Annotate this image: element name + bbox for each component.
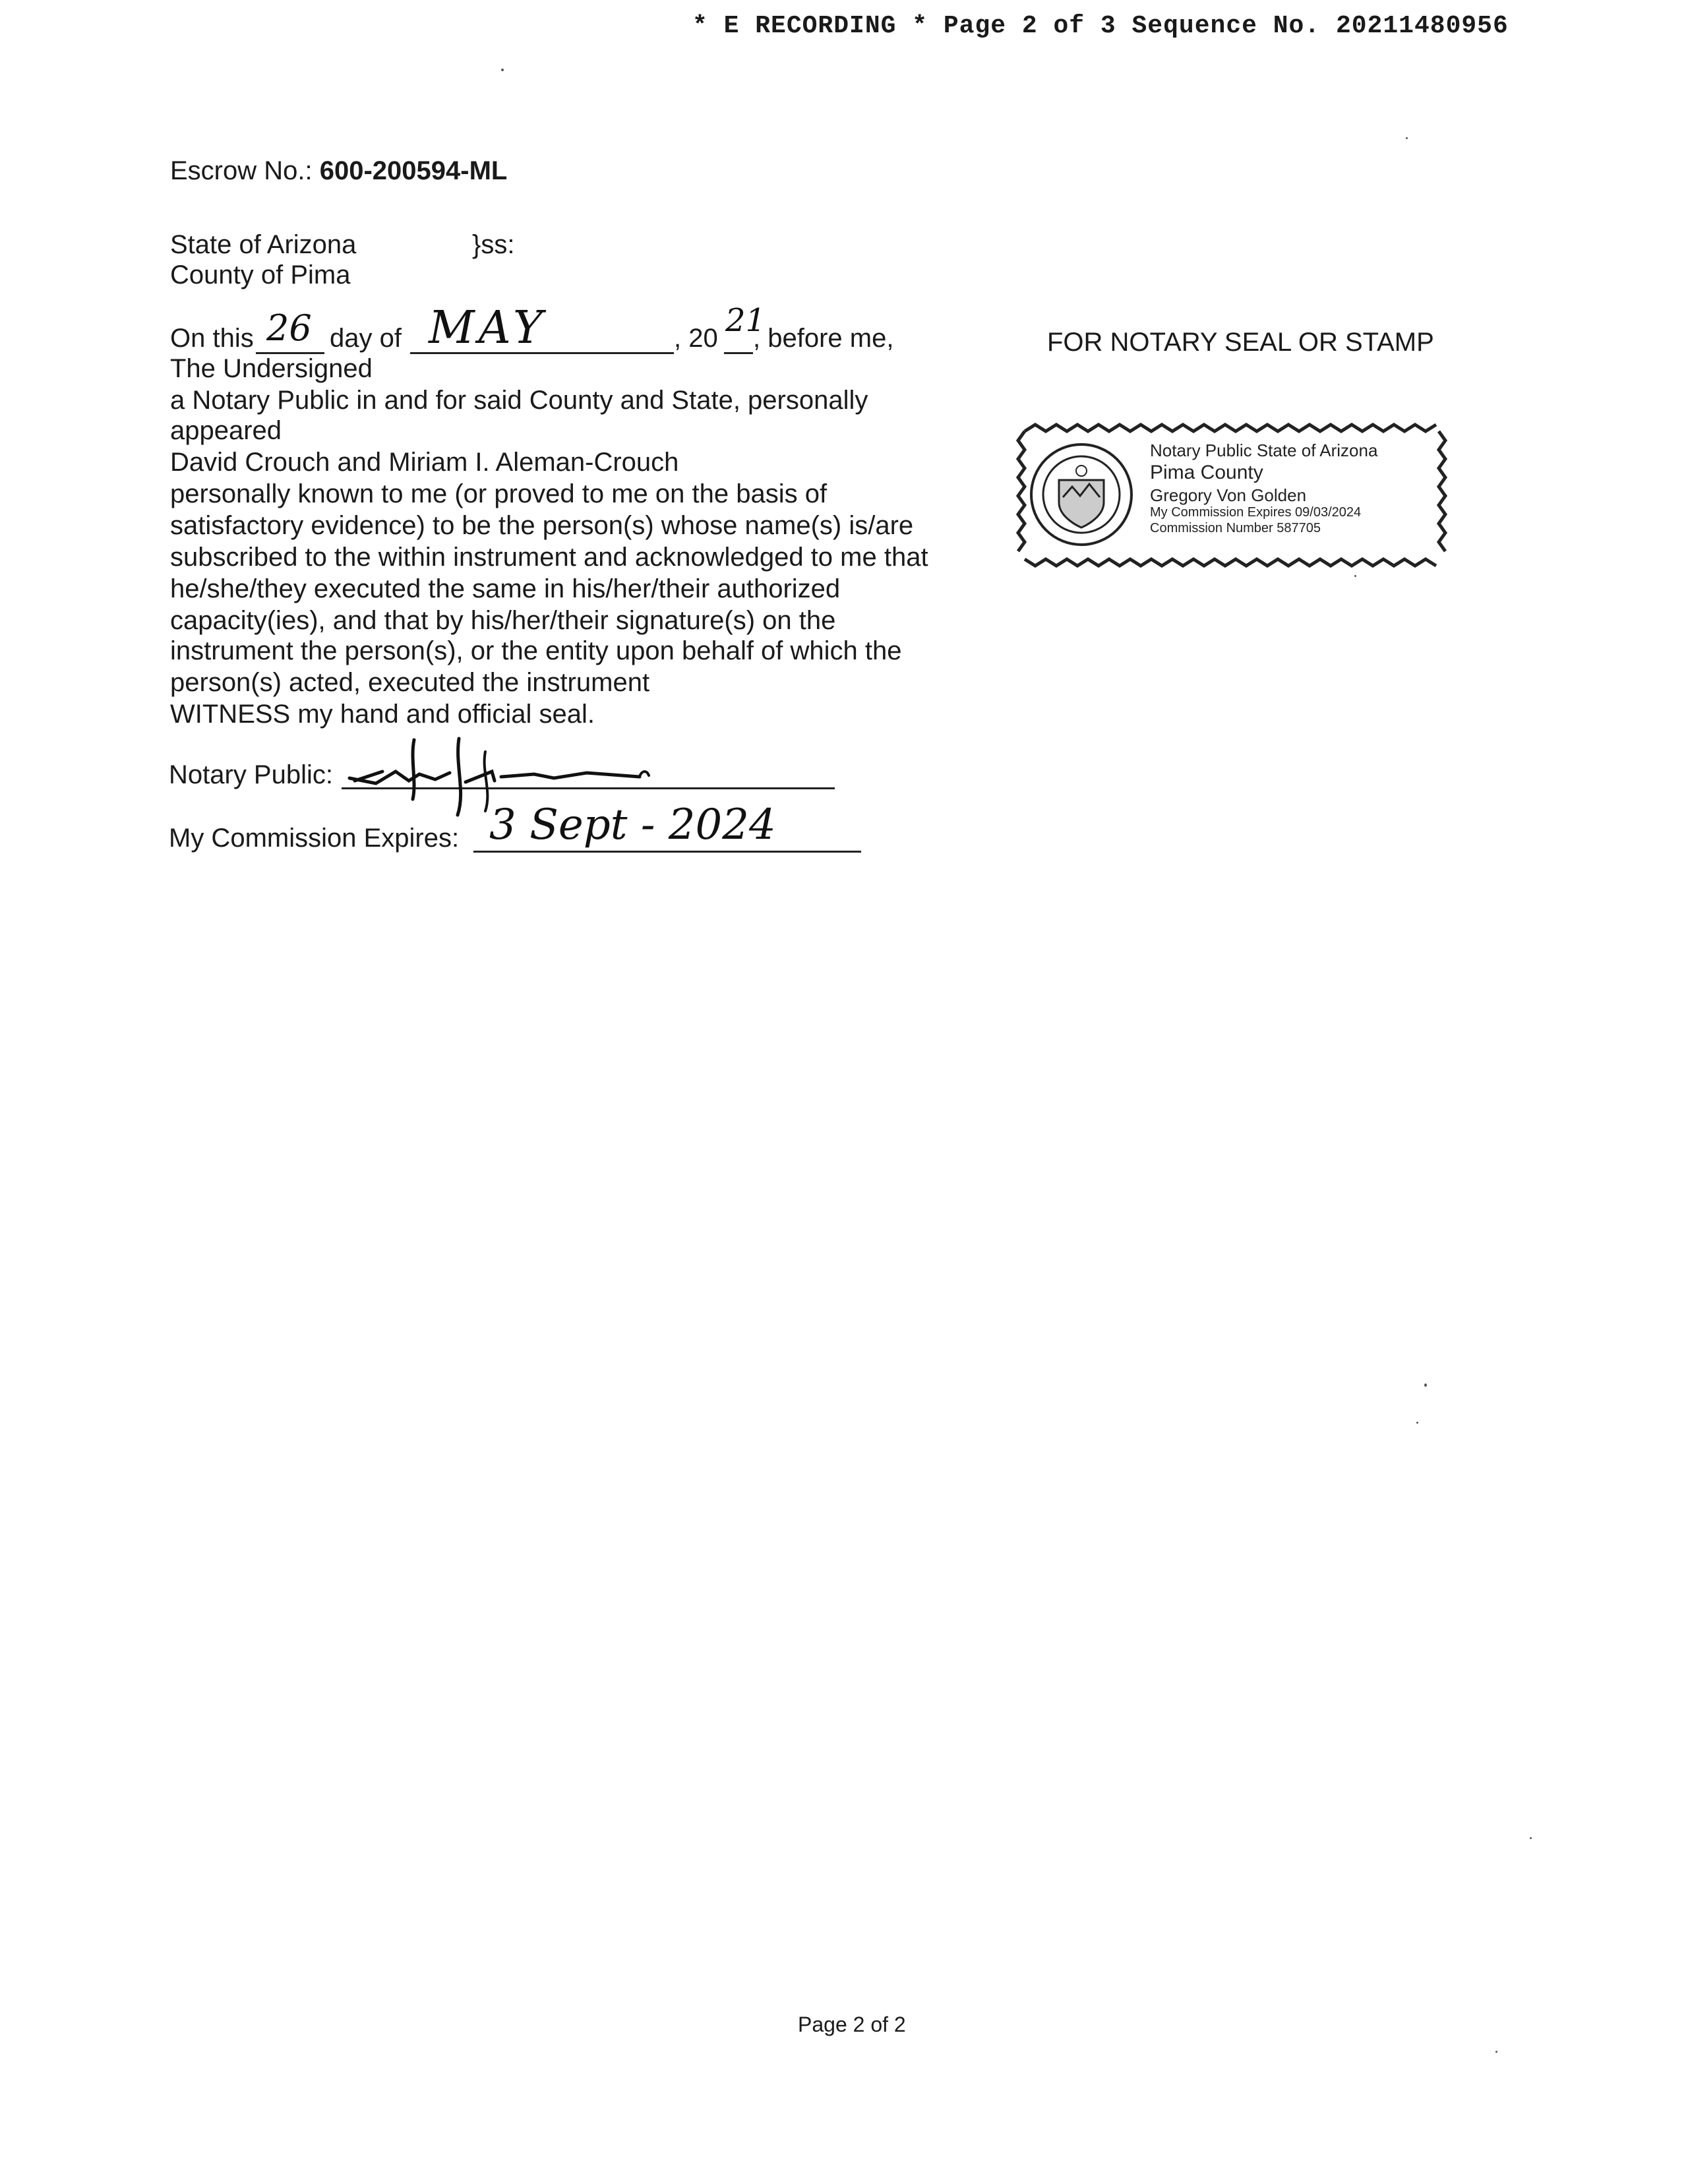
- scan-speck: [1416, 1422, 1418, 1424]
- day-of-label: day of: [330, 324, 402, 353]
- stamp-commission-number: Commission Number 587705: [1150, 521, 1321, 535]
- scan-speck: [1406, 137, 1408, 139]
- on-this-label: On this: [170, 324, 254, 353]
- notary-public-label: Notary Public:: [169, 760, 333, 789]
- day-handwritten: 26: [266, 307, 312, 349]
- ack-line-10: person(s) acted, executed the instrument: [170, 668, 650, 697]
- commission-expires-label: My Commission Expires:: [169, 824, 460, 853]
- stamp-expires: My Commission Expires 09/03/2024: [1150, 505, 1362, 520]
- scan-speck: [1354, 575, 1356, 577]
- year-prefix: , 20: [674, 324, 718, 353]
- page-footer: Page 2 of 2: [798, 2013, 906, 2036]
- commission-expires-handwritten: 3 Sept - 2024: [489, 801, 776, 849]
- ack-line-7: he/she/they executed the same in his/her/their authorized: [170, 574, 841, 603]
- escrow-line: [170, 156, 507, 186]
- officer-name: The Undersigned: [170, 354, 373, 383]
- stamp-title: Notary Public State of Arizona: [1150, 440, 1378, 460]
- stamp-county: Pima County: [1150, 462, 1263, 483]
- notary-seal-caption: FOR NOTARY SEAL OR STAMP: [1047, 328, 1434, 357]
- ack-line-4: personally known to me (or proved to me on the basis of: [170, 479, 828, 508]
- scan-speck: [1495, 2051, 1497, 2053]
- witness-line: WITNESS my hand and official seal.: [170, 700, 595, 729]
- commission-expires-line: [473, 851, 861, 853]
- venue-county: County of Pima: [170, 260, 351, 289]
- escrow-number: 600-200594-ML: [319, 156, 508, 185]
- arizona-seal-emblem: [1031, 444, 1131, 545]
- ack-line-5: satisfactory evidence) to be the person(s) whose name(s) is/are: [170, 511, 914, 540]
- ack-line-9: instrument the person(s), or the entity upon behalf of which the: [170, 636, 902, 665]
- month-handwritten: MAY: [429, 302, 547, 354]
- scan-speck: [501, 69, 504, 71]
- year-handwritten: 21: [725, 302, 766, 339]
- ack-line-2: appeared: [170, 416, 282, 445]
- venue-state: State of Arizona: [170, 230, 357, 259]
- year-blank: [724, 352, 753, 354]
- ack-line-6: subscribed to the within instrument and acknowledged to me that: [170, 543, 928, 572]
- notary-stamp: [1015, 419, 1451, 570]
- scan-speck: [1530, 1837, 1532, 1839]
- scan-speck: [1424, 1383, 1427, 1387]
- ack-line-8: capacity(ies), and that by his/her/their signature(s) on the: [170, 606, 836, 635]
- escrow-label: Escrow No.:: [170, 156, 313, 185]
- ack-line-3: David Crouch and Miriam I. Aleman-Crouch: [170, 448, 679, 477]
- stamp-notary-name: Gregory Von Golden: [1150, 485, 1307, 505]
- recording-header: * E RECORDING * Page 2 of 3 Sequence No. 20211480956: [692, 12, 1509, 40]
- before-me: , before me,: [753, 324, 894, 353]
- venue-ss: }ss:: [472, 230, 515, 259]
- ack-line-1: a Notary Public in and for said County and State, personally: [170, 386, 868, 415]
